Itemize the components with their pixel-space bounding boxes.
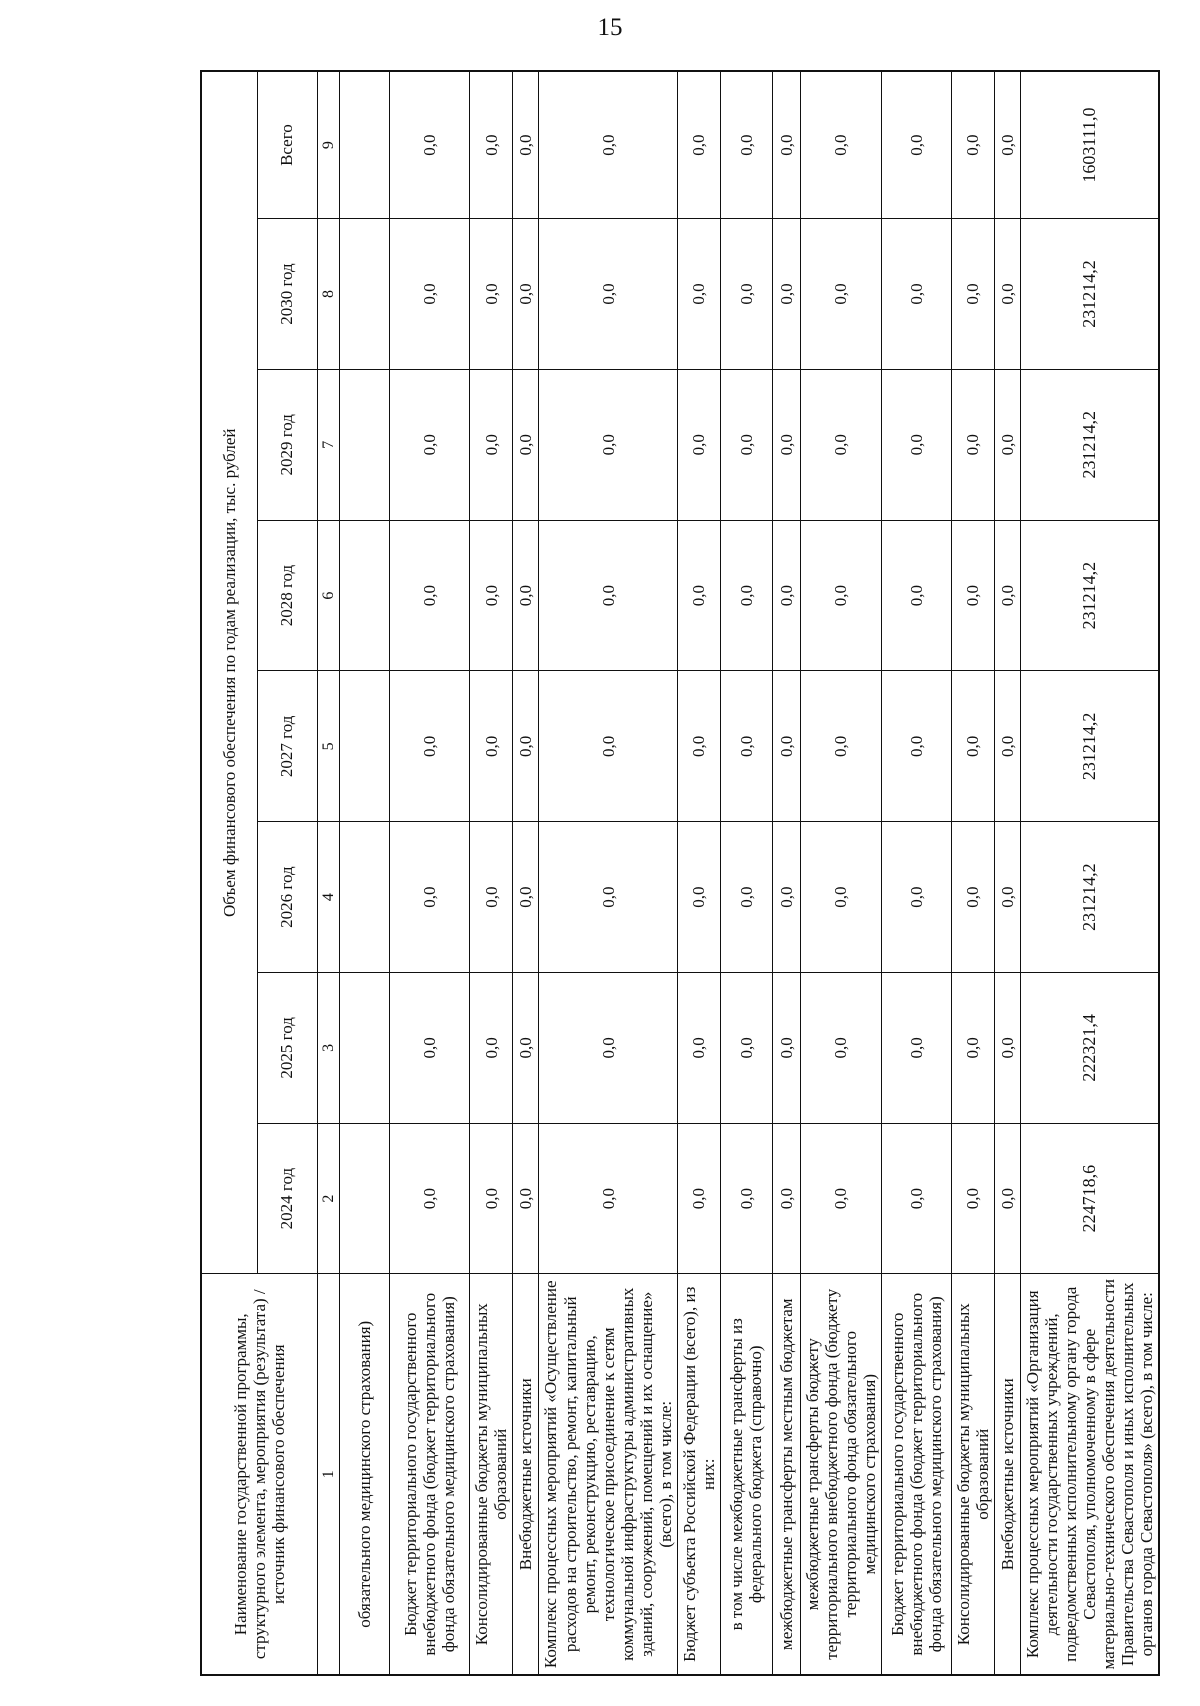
year-value-cell: 0,0: [994, 972, 1020, 1123]
year-value-cell: 0,0: [720, 972, 772, 1123]
year-value-cell: 0,0: [513, 972, 539, 1123]
column-number: 4: [317, 822, 340, 973]
year-value-cell: 0,0: [951, 219, 994, 370]
year-value-cell: 0,0: [539, 219, 677, 370]
year-value-cell: 231214,2: [1020, 369, 1159, 520]
year-value-cell: 0,0: [390, 369, 470, 520]
row-name-cell: в том числе межбюджетные трансферты из федерального бюджета (справочно): [720, 1274, 772, 1675]
row-name-cell: межбюджетные трансферты местным бюджетам: [772, 1274, 800, 1675]
year-value-cell: 0,0: [881, 369, 951, 520]
year-value-cell: 0,0: [994, 1123, 1020, 1274]
table-row: [772, 71, 800, 1675]
year-value-cell: [340, 822, 390, 973]
year-value-cell: 0,0: [677, 369, 720, 520]
year-value-cell: 231214,2: [1020, 671, 1159, 822]
row-name-cell: Бюджет территориального государственного внебюджетного фонда (бюджет территориального фонда обязательного медицинского страхования): [881, 1274, 951, 1675]
name-column-header: Наименование государственной программы, структурного элемента, мероприятия (результата) / источник финансового обеспечения: [201, 1274, 317, 1675]
year-value-cell: 0,0: [800, 219, 881, 370]
year-value-cell: [340, 1123, 390, 1274]
year-value-cell: 0,0: [470, 520, 513, 671]
table-row: [470, 71, 513, 1675]
year-value-cell: 0,0: [513, 822, 539, 973]
year-value-cell: 0,0: [994, 822, 1020, 973]
year-value-cell: 231214,2: [1020, 219, 1159, 370]
table-row: [340, 71, 390, 1675]
year-value-cell: 0,0: [720, 1123, 772, 1274]
year-value-cell: 0,0: [677, 671, 720, 822]
total-value-cell: 0,0: [513, 71, 539, 219]
year-value-cell: 0,0: [720, 822, 772, 973]
rotated-table-container: [200, 70, 1157, 1676]
year-value-cell: 0,0: [470, 972, 513, 1123]
total-header: Всего: [257, 71, 317, 219]
year-value-cell: 0,0: [677, 219, 720, 370]
year-value-cell: 0,0: [677, 520, 720, 671]
year-value-cell: 0,0: [513, 520, 539, 671]
year-value-cell: 0,0: [951, 369, 994, 520]
year-value-cell: 231214,2: [1020, 822, 1159, 973]
column-number: 9: [317, 71, 340, 219]
total-value-cell: 0,0: [881, 71, 951, 219]
year-value-cell: 0,0: [539, 1123, 677, 1274]
year-value-cell: 224718,6: [1020, 1123, 1159, 1274]
total-value-cell: [340, 71, 390, 219]
year-value-cell: 0,0: [800, 671, 881, 822]
year-value-cell: 0,0: [800, 1123, 881, 1274]
row-name-cell: Комплекс процессных мероприятий «Организация деятельности государственных учреждений, подведомственных исполнительному органу города Севастополя, уполномоченному в сфере материально-технического обеспечения деятельности Правительства Севастополя и иных исполнительных органов города Севастополя» (всего), в том числе:: [1020, 1274, 1159, 1675]
total-value-cell: 0,0: [720, 71, 772, 219]
row-name-cell: межбюджетные трансферты бюджету территориального внебюджетного фонда (бюджету территориального фонда обязательного медицинского страхования): [800, 1274, 881, 1675]
year-value-cell: 0,0: [513, 369, 539, 520]
year-value-cell: 0,0: [994, 520, 1020, 671]
year-value-cell: 0,0: [513, 1123, 539, 1274]
year-value-cell: [340, 520, 390, 671]
column-number: 3: [317, 972, 340, 1123]
year-value-cell: 0,0: [390, 972, 470, 1123]
year-header-2026: 2026 год: [257, 822, 317, 973]
table-row: [720, 71, 772, 1675]
year-value-cell: 0,0: [772, 822, 800, 973]
table-row: [1020, 71, 1159, 1675]
table-row: [390, 71, 470, 1675]
column-number: 2: [317, 1123, 340, 1274]
year-value-cell: [340, 671, 390, 822]
year-value-cell: 0,0: [677, 1123, 720, 1274]
row-name-cell: Консолидированные бюджеты муниципальных образований: [470, 1274, 513, 1675]
year-value-cell: 0,0: [772, 1123, 800, 1274]
table-row: [994, 71, 1020, 1675]
row-name-cell: обязательного медицинского страхования): [340, 1274, 390, 1675]
total-value-cell: 0,0: [951, 71, 994, 219]
year-header-2029: 2029 год: [257, 369, 317, 520]
table-body: [340, 71, 1159, 1675]
year-value-cell: 0,0: [951, 972, 994, 1123]
year-header-2028: 2028 год: [257, 520, 317, 671]
year-value-cell: 0,0: [390, 1123, 470, 1274]
total-value-cell: 0,0: [772, 71, 800, 219]
year-value-cell: 0,0: [470, 1123, 513, 1274]
row-name-cell: Внебюджетные источники: [994, 1274, 1020, 1675]
year-value-cell: 0,0: [720, 520, 772, 671]
year-value-cell: 0,0: [513, 671, 539, 822]
row-name-cell: Консолидированные бюджеты муниципальных образований: [951, 1274, 994, 1675]
year-value-cell: 0,0: [513, 219, 539, 370]
row-name-cell: Бюджет территориального государственного внебюджетного фонда (бюджет территориального фонда обязательного медицинского страхования): [390, 1274, 470, 1675]
year-value-cell: 0,0: [390, 520, 470, 671]
year-value-cell: 0,0: [772, 369, 800, 520]
year-value-cell: 0,0: [539, 972, 677, 1123]
year-value-cell: 0,0: [951, 1123, 994, 1274]
year-value-cell: [340, 219, 390, 370]
year-value-cell: 0,0: [470, 822, 513, 973]
year-value-cell: 0,0: [994, 219, 1020, 370]
table-row: [513, 71, 539, 1675]
year-header-2030: 2030 год: [257, 219, 317, 370]
table-row: [539, 71, 677, 1675]
column-numbers-row: [317, 71, 340, 1675]
year-value-cell: 222321,4: [1020, 972, 1159, 1123]
year-value-cell: 0,0: [677, 972, 720, 1123]
year-value-cell: 0,0: [539, 520, 677, 671]
page-number: 15: [597, 14, 623, 41]
year-value-cell: 0,0: [720, 671, 772, 822]
total-value-cell: 0,0: [470, 71, 513, 219]
funding-table: [200, 70, 1160, 1676]
column-number: 1: [317, 1274, 340, 1675]
year-value-cell: 0,0: [800, 822, 881, 973]
year-value-cell: 0,0: [677, 822, 720, 973]
year-value-cell: 0,0: [951, 822, 994, 973]
header-row-group: [201, 71, 257, 1675]
year-value-cell: 0,0: [994, 671, 1020, 822]
year-value-cell: 0,0: [800, 520, 881, 671]
year-value-cell: 0,0: [390, 671, 470, 822]
table-row: [800, 71, 881, 1675]
funding-group-header: Объем финансового обеспечения по годам реализации, тыс. рублей: [201, 71, 257, 1274]
year-value-cell: 0,0: [470, 219, 513, 370]
year-header-2025: 2025 год: [257, 972, 317, 1123]
year-value-cell: 0,0: [951, 520, 994, 671]
year-value-cell: 0,0: [881, 671, 951, 822]
year-value-cell: 0,0: [881, 822, 951, 973]
total-value-cell: 0,0: [800, 71, 881, 219]
year-value-cell: 0,0: [772, 972, 800, 1123]
row-name-cell: Комплекс процессных мероприятий «Осуществление расходов на строительство, ремонт, капитальный ремонт, реконструкцию, реставрацию, технологическое присоединение к сетям коммунальной инфраструктуры административных зданий, сооружений, помещений и их оснащение» (всего), в том числе:: [539, 1274, 677, 1675]
year-value-cell: 0,0: [470, 369, 513, 520]
row-name-cell: Бюджет субъекта Российской Федерации (всего), из них:: [677, 1274, 720, 1675]
total-value-cell: 0,0: [539, 71, 677, 219]
year-value-cell: 0,0: [539, 671, 677, 822]
table-row: [951, 71, 994, 1675]
year-header-2024: 2024 год: [257, 1123, 317, 1274]
year-value-cell: 0,0: [881, 520, 951, 671]
year-value-cell: 0,0: [881, 219, 951, 370]
year-value-cell: 0,0: [720, 369, 772, 520]
year-value-cell: 0,0: [539, 822, 677, 973]
year-value-cell: 0,0: [994, 369, 1020, 520]
year-value-cell: 0,0: [881, 972, 951, 1123]
column-number: 8: [317, 219, 340, 370]
total-value-cell: 0,0: [390, 71, 470, 219]
year-value-cell: 0,0: [390, 822, 470, 973]
year-header-2027: 2027 год: [257, 671, 317, 822]
year-value-cell: 0,0: [470, 671, 513, 822]
year-value-cell: 0,0: [390, 219, 470, 370]
total-value-cell: 0,0: [994, 71, 1020, 219]
year-value-cell: 0,0: [881, 1123, 951, 1274]
column-number: 6: [317, 520, 340, 671]
total-value-cell: 1603111,0: [1020, 71, 1159, 219]
total-value-cell: 0,0: [677, 71, 720, 219]
year-value-cell: 0,0: [800, 369, 881, 520]
year-value-cell: [340, 972, 390, 1123]
year-value-cell: 0,0: [951, 671, 994, 822]
year-value-cell: 0,0: [539, 369, 677, 520]
table-row: [881, 71, 951, 1675]
year-value-cell: 231214,2: [1020, 520, 1159, 671]
table-row: [677, 71, 720, 1675]
year-value-cell: 0,0: [772, 671, 800, 822]
year-value-cell: [340, 369, 390, 520]
row-name-cell: Внебюджетные источники: [513, 1274, 539, 1675]
column-number: 5: [317, 671, 340, 822]
year-value-cell: 0,0: [800, 972, 881, 1123]
year-value-cell: 0,0: [772, 219, 800, 370]
year-value-cell: 0,0: [720, 219, 772, 370]
column-number: 7: [317, 369, 340, 520]
year-value-cell: 0,0: [772, 520, 800, 671]
